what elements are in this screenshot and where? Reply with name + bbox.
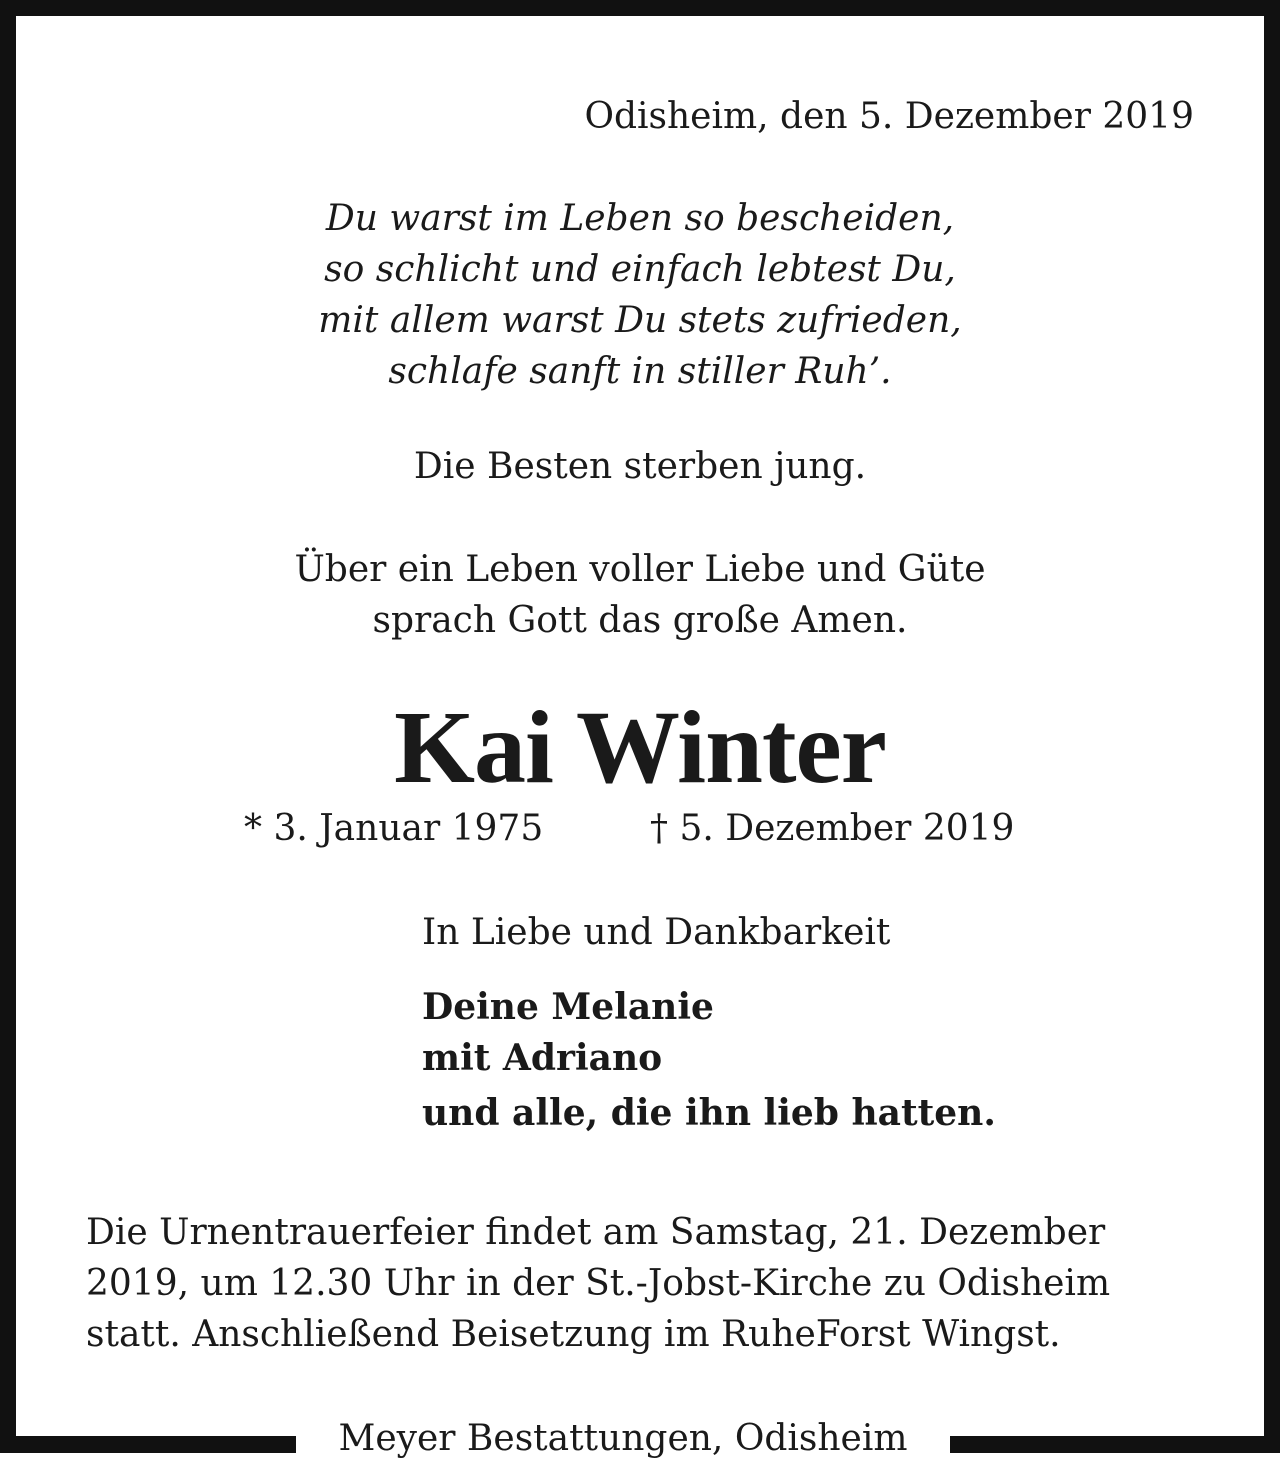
- funeral-line: 2019, um 12.30 Uhr in der St.-Jobst-Kirche zu Odisheim: [86, 1263, 1111, 1304]
- funeral-details: [86, 1207, 1110, 1360]
- funeral-line: Die Urnentrauerfeier findet am Samstag, 21. Dezember: [86, 1212, 1106, 1253]
- death-date: † 5. Dezember 2019: [650, 808, 1015, 849]
- border-bottom-right: [950, 1436, 1280, 1453]
- birth-date: * 3. Januar 1975: [244, 808, 544, 849]
- poem-line: schlafe sanft in stiller Ruh’.: [388, 351, 892, 392]
- poem: [0, 193, 1280, 397]
- poem-line: Du warst im Leben so bescheiden,: [325, 198, 955, 239]
- mourners-intro: In Liebe und Dankbarkeit: [422, 912, 891, 953]
- deceased-name: Kai Winter: [394, 690, 886, 805]
- border-bottom-left: [0, 1436, 296, 1453]
- funeral-line: statt. Anschließend Beisetzung im RuheForst Wingst.: [86, 1314, 1061, 1355]
- verse: [0, 544, 1280, 646]
- place-date: Odisheim, den 5. Dezember 2019: [584, 96, 1194, 137]
- mourners-closing: und alle, die ihn lieb hatten.: [422, 1092, 996, 1134]
- undertaker: Meyer Bestattungen, Odisheim: [338, 1418, 908, 1459]
- quote: Die Besten sterben jung.: [413, 446, 867, 487]
- mourner-name: mit Adriano: [422, 1037, 663, 1079]
- mourner-name: Deine Melanie: [422, 986, 714, 1028]
- poem-line: so schlicht und einfach lebtest Du,: [324, 249, 956, 290]
- verse-line: sprach Gott das große Amen.: [372, 600, 908, 641]
- poem-line: mit allem warst Du stets zufrieden,: [318, 300, 962, 341]
- border-top: [0, 0, 1280, 16]
- mourners-names: [422, 982, 714, 1084]
- verse-line: Über ein Leben voller Liebe und Güte: [294, 549, 986, 590]
